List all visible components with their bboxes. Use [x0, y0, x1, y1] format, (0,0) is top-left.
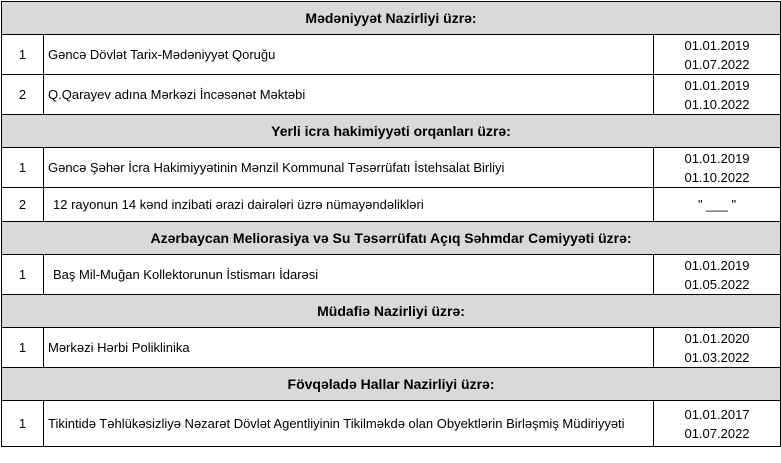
table-row [2, 75, 781, 115]
date-end: 01.05.2022 [684, 276, 750, 292]
section-header-row [2, 2, 781, 35]
table-row [2, 35, 781, 75]
date-end: 01.03.2022 [684, 349, 750, 365]
date-start: 01.01.2019 [684, 150, 750, 166]
section-header-row [2, 115, 781, 148]
date-range [654, 148, 781, 188]
row-number: 1 [2, 35, 44, 75]
row-number: 1 [2, 255, 44, 295]
date-start: 01.01.2017 [684, 406, 750, 422]
date-range [654, 35, 781, 75]
table-row [2, 188, 781, 222]
section-title: Yerli icra hakimiyyəti orqanları üzrə: [2, 115, 781, 148]
institution-name: 12 rayonun 14 kənd inzibati ərazi dairələri üzrə nümayəndəlikləri [44, 188, 654, 222]
table-row [2, 401, 781, 447]
date-end: 01.10.2022 [684, 169, 750, 185]
date-start: 01.01.2019 [684, 77, 750, 93]
section-header-row [2, 368, 781, 401]
section-header-row [2, 222, 781, 255]
section-title: Fövqəladə Hallar Nazirliyi üzrə: [2, 368, 781, 401]
section-header-row [2, 295, 781, 328]
date-end: 01.10.2022 [684, 96, 750, 112]
date-start: 01.01.2020 [684, 330, 750, 346]
section-title: Mədəniyyət Nazirliyi üzrə: [2, 2, 781, 35]
date-range [654, 328, 781, 368]
row-number: 1 [2, 401, 44, 447]
section-title: Müdafiə Nazirliyi üzrə: [2, 295, 781, 328]
row-number: 1 [2, 328, 44, 368]
institution-name: Gəncə Dövlət Tarix-Mədəniyyət Qoruğu [44, 35, 654, 75]
institution-name: Q.Qarayev adına Mərkəzi İncəsənət Məktəbi [44, 75, 654, 115]
row-number: 2 [2, 75, 44, 115]
date-start: 01.01.2019 [684, 257, 750, 273]
date-start: 01.01.2019 [684, 37, 750, 53]
date-range [654, 75, 781, 115]
table-row [2, 148, 781, 188]
date-range [654, 255, 781, 295]
date-range [654, 401, 781, 447]
section-title: Azərbaycan Meliorasiya və Su Təsərrüfatı Açıq Səhmdar Cəmiyyəti üzrə: [2, 222, 781, 255]
date-end: 01.07.2022 [684, 56, 750, 72]
table-row [2, 328, 781, 368]
row-number: 1 [2, 148, 44, 188]
date-same-as-above: " ___ " [654, 188, 781, 222]
row-number: 2 [2, 188, 44, 222]
institutions-table [1, 1, 781, 447]
institution-name: Mərkəzi Hərbi Poliklinika [44, 328, 654, 368]
institution-name: Tikintidə Təhlükəsizliyə Nəzarət Dövlət Agentliyinin Tikilməkdə olan Obyektlərin Birləşmiş Müdiriyyəti [44, 401, 654, 447]
date-end: 01.07.2022 [684, 425, 750, 441]
table-row [2, 255, 781, 295]
institution-name: Baş Mil-Muğan Kollektorunun İstismarı İdarəsi [44, 255, 654, 295]
institution-name: Gəncə Şəhər İcra Hakimiyyətinin Mənzil Kommunal Təsərrüfatı İstehsalat Birliyi [44, 148, 654, 188]
